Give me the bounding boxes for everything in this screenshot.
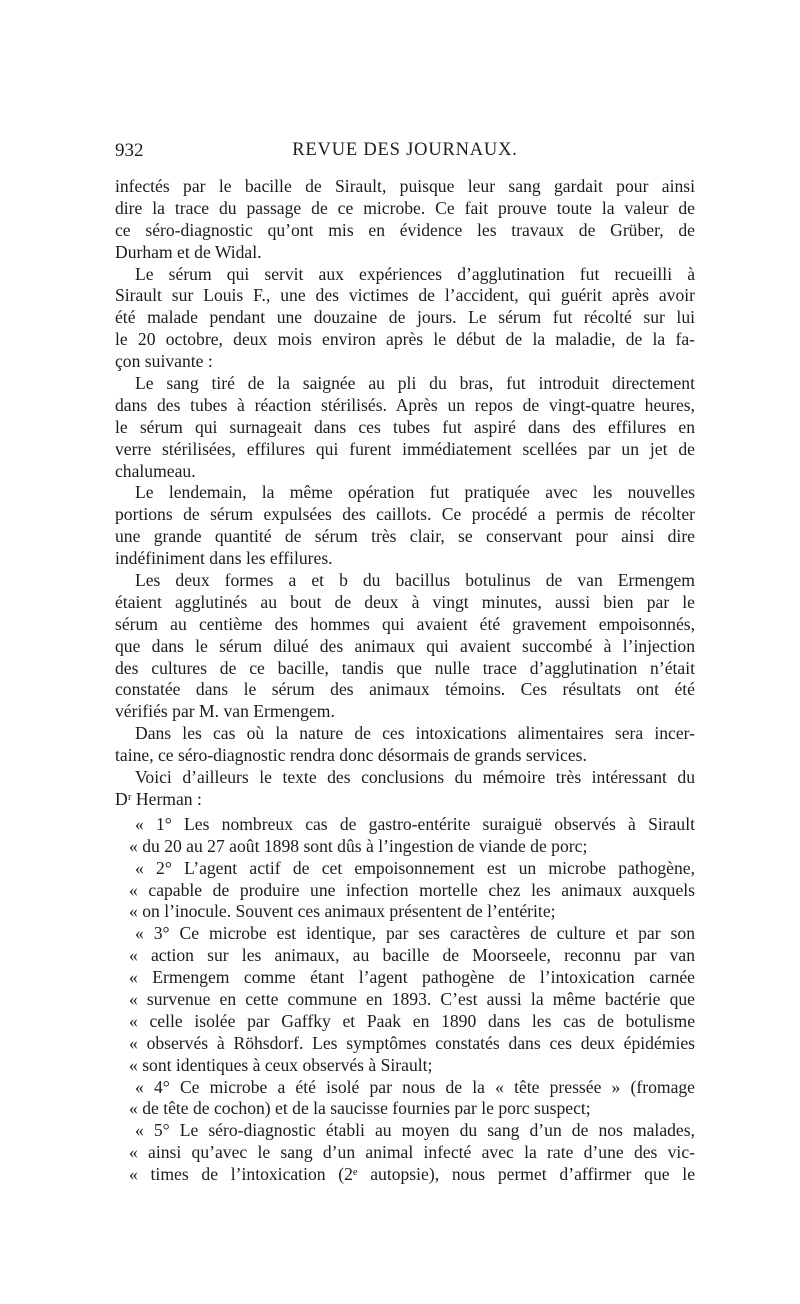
text-line: Durham et de Widal. [115, 241, 262, 262]
text-line: chalumeau. [115, 460, 196, 481]
text-line: indéfiniment dans les effilures. [115, 548, 333, 569]
page-header [115, 140, 695, 170]
text-line: Sirault sur Louis F., une des victimes de l’accident, qui guérit après avoir [115, 285, 695, 306]
text-line: « de tête de cochon) et de la saucisse fournies par le porc suspect; [129, 1098, 591, 1119]
text-line: été malade pendant une douzaine de jours. Le sérum fut récolté sur lui [115, 307, 695, 328]
text-line: Les deux formes a et b du bacillus botulinus de van Ermengem [135, 570, 695, 591]
text-line: sérum au centième des hommes qui avaient été gravement empoisonnés, [115, 613, 695, 634]
text-line: Le lendemain, la même opération fut pratiquée avec les nouvelles [135, 482, 695, 503]
text-line: « 2° L’agent actif de cet empoisonnement est un microbe pathogène, [135, 857, 695, 878]
text-line: « 4° Ce microbe a été isolé par nous de la « tête pressée » (fromage [135, 1076, 695, 1097]
page-number: 932 [115, 140, 144, 161]
text-line: « du 20 au 27 août 1898 sont dûs à l’ingestion de viande de porc; [129, 835, 588, 856]
text-line: Dʳ Herman : [115, 788, 202, 809]
text-line: Dans les cas où la nature de ces intoxications alimentaires sera incer- [135, 723, 695, 744]
text-line: « 3° Ce microbe est identique, par ses caractères de culture et par son [135, 923, 695, 944]
text-line: « Ermengem comme étant l’agent pathogène de l’intoxication carnée [129, 967, 695, 988]
text-line: « on l’inocule. Souvent ces animaux présentent de l’entérite; [129, 901, 556, 922]
text-line: dire la trace du passage de ce microbe. Ce fait prouve toute la valeur de [115, 197, 695, 218]
text-line: « action sur les animaux, au bacille de Moorseele, reconnu par van [129, 945, 695, 966]
running-head: REVUE DES JOURNAUX. [292, 140, 518, 160]
text-line: çon suivante : [115, 351, 213, 372]
text-line: « survenue en cette commune en 1893. C’est aussi la même bactérie que [129, 988, 695, 1009]
text-line: « capable de produire une infection mortelle chez les animaux auxquels [129, 879, 695, 900]
text-line: Voici d’ailleurs le texte des conclusions du mémoire très intéressant du [135, 767, 695, 788]
text-line: taine, ce séro-diagnostic rendra donc désormais de grands services. [115, 745, 587, 766]
text-line: vérifiés par M. van Ermengem. [115, 701, 335, 722]
text-line: dans des tubes à réaction stérilisés. Après un repos de vingt-quatre heures, [115, 394, 695, 415]
text-line: « times de l’intoxication (2ᵉ autopsie), nous permet d’affirmer que le [129, 1164, 695, 1185]
text-line: Le sérum qui servit aux expériences d’agglutination fut recueilli à [135, 263, 695, 284]
text-line: portions de sérum expulsées des caillots. Ce procédé a permis de récolter [115, 504, 695, 525]
text-line: infectés par le bacille de Sirault, puisque leur sang gardait pour ainsi [115, 176, 695, 196]
text-line: « observés à Röhsdorf. Les symptômes constatés dans ces deux épidémies [129, 1032, 695, 1053]
text-line: constatée dans le sérum des animaux témoins. Ces résultats ont été [115, 679, 695, 700]
text-line: verre stérilisées, effilures qui furent immédiatement scellées par un jet de [115, 438, 695, 459]
text-line: « 1° Les nombreux cas de gastro-entérite suraiguë observés à Sirault [135, 813, 695, 834]
text-line: étaient agglutinés au bout de deux à vingt minutes, aussi bien par le [115, 591, 695, 612]
text-line: le sérum qui surnageait dans ces tubes fut aspiré dans des effilures en [115, 416, 695, 437]
text-line: le 20 octobre, deux mois environ après le début de la maladie, de la fa- [115, 329, 695, 350]
text-line: « sont identiques à ceux observés à Sirault; [129, 1054, 433, 1075]
text-line: ce séro-diagnostic qu’ont mis en évidence les travaux de Grüber, de [115, 219, 695, 240]
text-line: que dans le sérum dilué des animaux qui avaient succombé à l’injection [115, 635, 695, 656]
body-text [115, 176, 695, 1186]
text-line: Le sang tiré de la saignée au pli du bras, fut introduit directement [135, 373, 695, 394]
text-line: une grande quantité de sérum très clair, se conservant pour ainsi dire [115, 526, 695, 547]
text-line: « ainsi qu’avec le sang d’un animal infecté avec la rate d’une des vic- [129, 1142, 695, 1163]
text-line: des cultures de ce bacille, tandis que nulle trace d’agglutination n’était [115, 657, 695, 678]
text-line: « 5° Le séro-diagnostic établi au moyen du sang d’un de nos malades, [135, 1120, 695, 1141]
text-line: « celle isolée par Gaffky et Paak en 1890 dans les cas de botulisme [129, 1010, 695, 1031]
